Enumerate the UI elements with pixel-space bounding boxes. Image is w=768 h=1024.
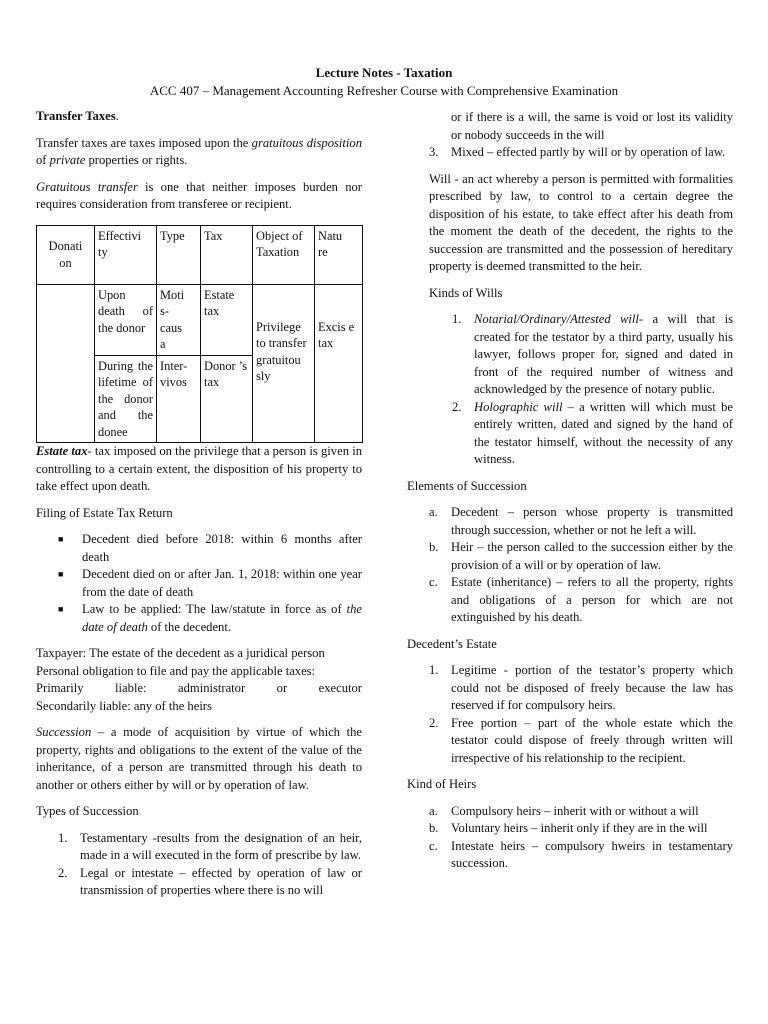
table-header-tax: Tax bbox=[201, 225, 253, 284]
table-header-object: Object of Taxation bbox=[253, 225, 315, 284]
list-item: a. Compulsory heirs – inherit with or without a will bbox=[429, 803, 699, 818]
filing-list bbox=[36, 531, 362, 636]
list-item: 2. Free portion – part of the whole estate which the testator could dispose of freely through written will irrespective of his relationship to the recipient. bbox=[429, 715, 733, 765]
estate-list bbox=[407, 662, 733, 767]
document-subtitle: ACC 407 – Management Accounting Refresher Course with Comprehensive Examination bbox=[149, 82, 619, 98]
will-definition: Will - an act whereby a person is permitted with formalities prescribed by law, to control to a certain degree the disposition of his estate, to take effect after his death from the moment the death of the decedent, the rights to the succession are transmitted and the possession of hereditary property is deemed transmitted to the heir. bbox=[429, 171, 733, 273]
table-header-type: Type bbox=[157, 225, 201, 284]
estate-tax-definition: Estate tax- tax imposed on the privilege that a person is given in controlling to a certain extent, the disposition of his property to take effect upon death. bbox=[36, 444, 362, 493]
table-header-effectivity: Effectivi ty bbox=[95, 225, 157, 284]
table-header-row bbox=[37, 225, 363, 284]
taxpayer-line: Secondarily liable: any of the heirs bbox=[36, 698, 212, 713]
list-item: ■ Law to be applied: The law/statute in force as of the date of death of the decedent. bbox=[58, 602, 362, 634]
table-cell-effectivity: Upon death of the donor bbox=[95, 284, 157, 355]
filing-heading: Filing of Estate Tax Return bbox=[36, 505, 173, 520]
types-list bbox=[36, 830, 362, 900]
list-item: 1. Legitime - portion of the testator’s property which could not be disposed of freely because the law has reserved if for compulsory heirs. bbox=[429, 663, 733, 712]
list-item: 1. Notarial/Ordinary/Attested will- a will that is created for the testator by a third party, usually his lawyer, follows proper for, signed and dated in front of the required number of witness and acknowledged by the presence of notary public. bbox=[452, 312, 733, 396]
types-heading: Types of Succession bbox=[36, 804, 139, 818]
estate-heading: Decedent’s Estate bbox=[407, 636, 497, 651]
list-item: c. Intestate heirs – compulsory hweirs in testamentary succession. bbox=[429, 838, 733, 870]
list-item: c. Estate (inheritance) – refers to all the property, rights and obligations of a person for which are not extinguished by his death. bbox=[429, 575, 733, 624]
table-cell-object: Privilege to transfer gratuitou sly bbox=[253, 284, 315, 443]
transfer-tax-table bbox=[36, 225, 363, 444]
table-header-donation: Donati on bbox=[37, 225, 95, 284]
gratuitous-transfer-definition: Gratuitous transfer is one that neither imposes burden nor requires consideration from transferee or recipient. bbox=[36, 179, 362, 211]
kinds-heading: Kinds of Wills bbox=[429, 285, 503, 300]
kinds-list bbox=[407, 311, 733, 469]
table-cell-tax: Donor ’s tax bbox=[201, 355, 253, 443]
table-cell-effectivity: During the lifetime of the donor and the donee bbox=[95, 355, 157, 443]
elements-heading: Elements of Succession bbox=[407, 478, 527, 493]
taxpayer-line: Primarily liable: administrator or executor bbox=[36, 681, 362, 695]
table-cell-blank bbox=[37, 284, 95, 443]
heirs-list bbox=[407, 803, 733, 873]
document-title: Lecture Notes - Taxation bbox=[315, 65, 453, 80]
list-item: a. Decedent – person whose property is transmitted through succession, whether or not he left a will. bbox=[429, 505, 733, 537]
list-item: 2. Holographic will – a written will which must be entirely written, dated and signed by the hand of the testator himself, without the necessity of any witness. bbox=[452, 399, 733, 466]
list-item: 3. Mixed – effected partly by will or by operation of law. bbox=[429, 145, 726, 159]
succession-definition: Succession – a mode of acquisition by virtue of which the property, rights and obligations to the extent of the value of the inheritance, of a person are transmitted through his death to another or others either by will or by operation of law. bbox=[36, 725, 362, 792]
taxpayer-line: Taxpayer: The estate of the decedent as a juridical person bbox=[36, 646, 325, 660]
elements-list bbox=[407, 504, 733, 627]
document-header bbox=[0, 64, 768, 99]
list-item: 2. Legal or intestate – effected by operation of law or transmission of properties where there is no will bbox=[58, 865, 362, 897]
transfer-taxes-definition: Transfer taxes are taxes imposed upon the gratuitous disposition of private properties or rights. bbox=[36, 135, 362, 167]
right-column bbox=[407, 109, 733, 873]
transfer-taxes-heading: Transfer Taxes. bbox=[36, 109, 119, 123]
list-item: ■ Decedent died before 2018: within 6 months after death bbox=[58, 532, 362, 564]
list-item: b. Voluntary heirs – inherit only if they are in the will bbox=[429, 821, 708, 835]
taxpayer-block bbox=[36, 645, 362, 715]
table-row bbox=[37, 284, 363, 355]
types-continuation: or if there is a will, the same is void or lost its validity or nobody succeeds in the will bbox=[451, 110, 733, 142]
left-column bbox=[36, 108, 362, 900]
table-cell-type: Moti s- caus a bbox=[157, 284, 201, 355]
table-cell-tax: Estate tax bbox=[201, 284, 253, 355]
list-item: b. Heir – the person called to the succession either by the provision of a will or by operation of law. bbox=[429, 540, 733, 572]
list-item: 1. Testamentary -results from the designation of an heir, made in a will executed in the form of prescribe by law. bbox=[58, 830, 362, 862]
table-cell-nature: Excis e tax bbox=[315, 284, 363, 443]
taxpayer-line: Personal obligation to file and pay the applicable taxes: bbox=[36, 663, 316, 678]
table-cell-type: Inter-vivos bbox=[157, 355, 201, 443]
table-header-nature: Natu re bbox=[315, 225, 363, 284]
list-item: ■ Decedent died on or after Jan. 1, 2018: within one year from the date of death bbox=[58, 567, 362, 599]
heirs-heading: Kind of Heirs bbox=[407, 777, 477, 791]
